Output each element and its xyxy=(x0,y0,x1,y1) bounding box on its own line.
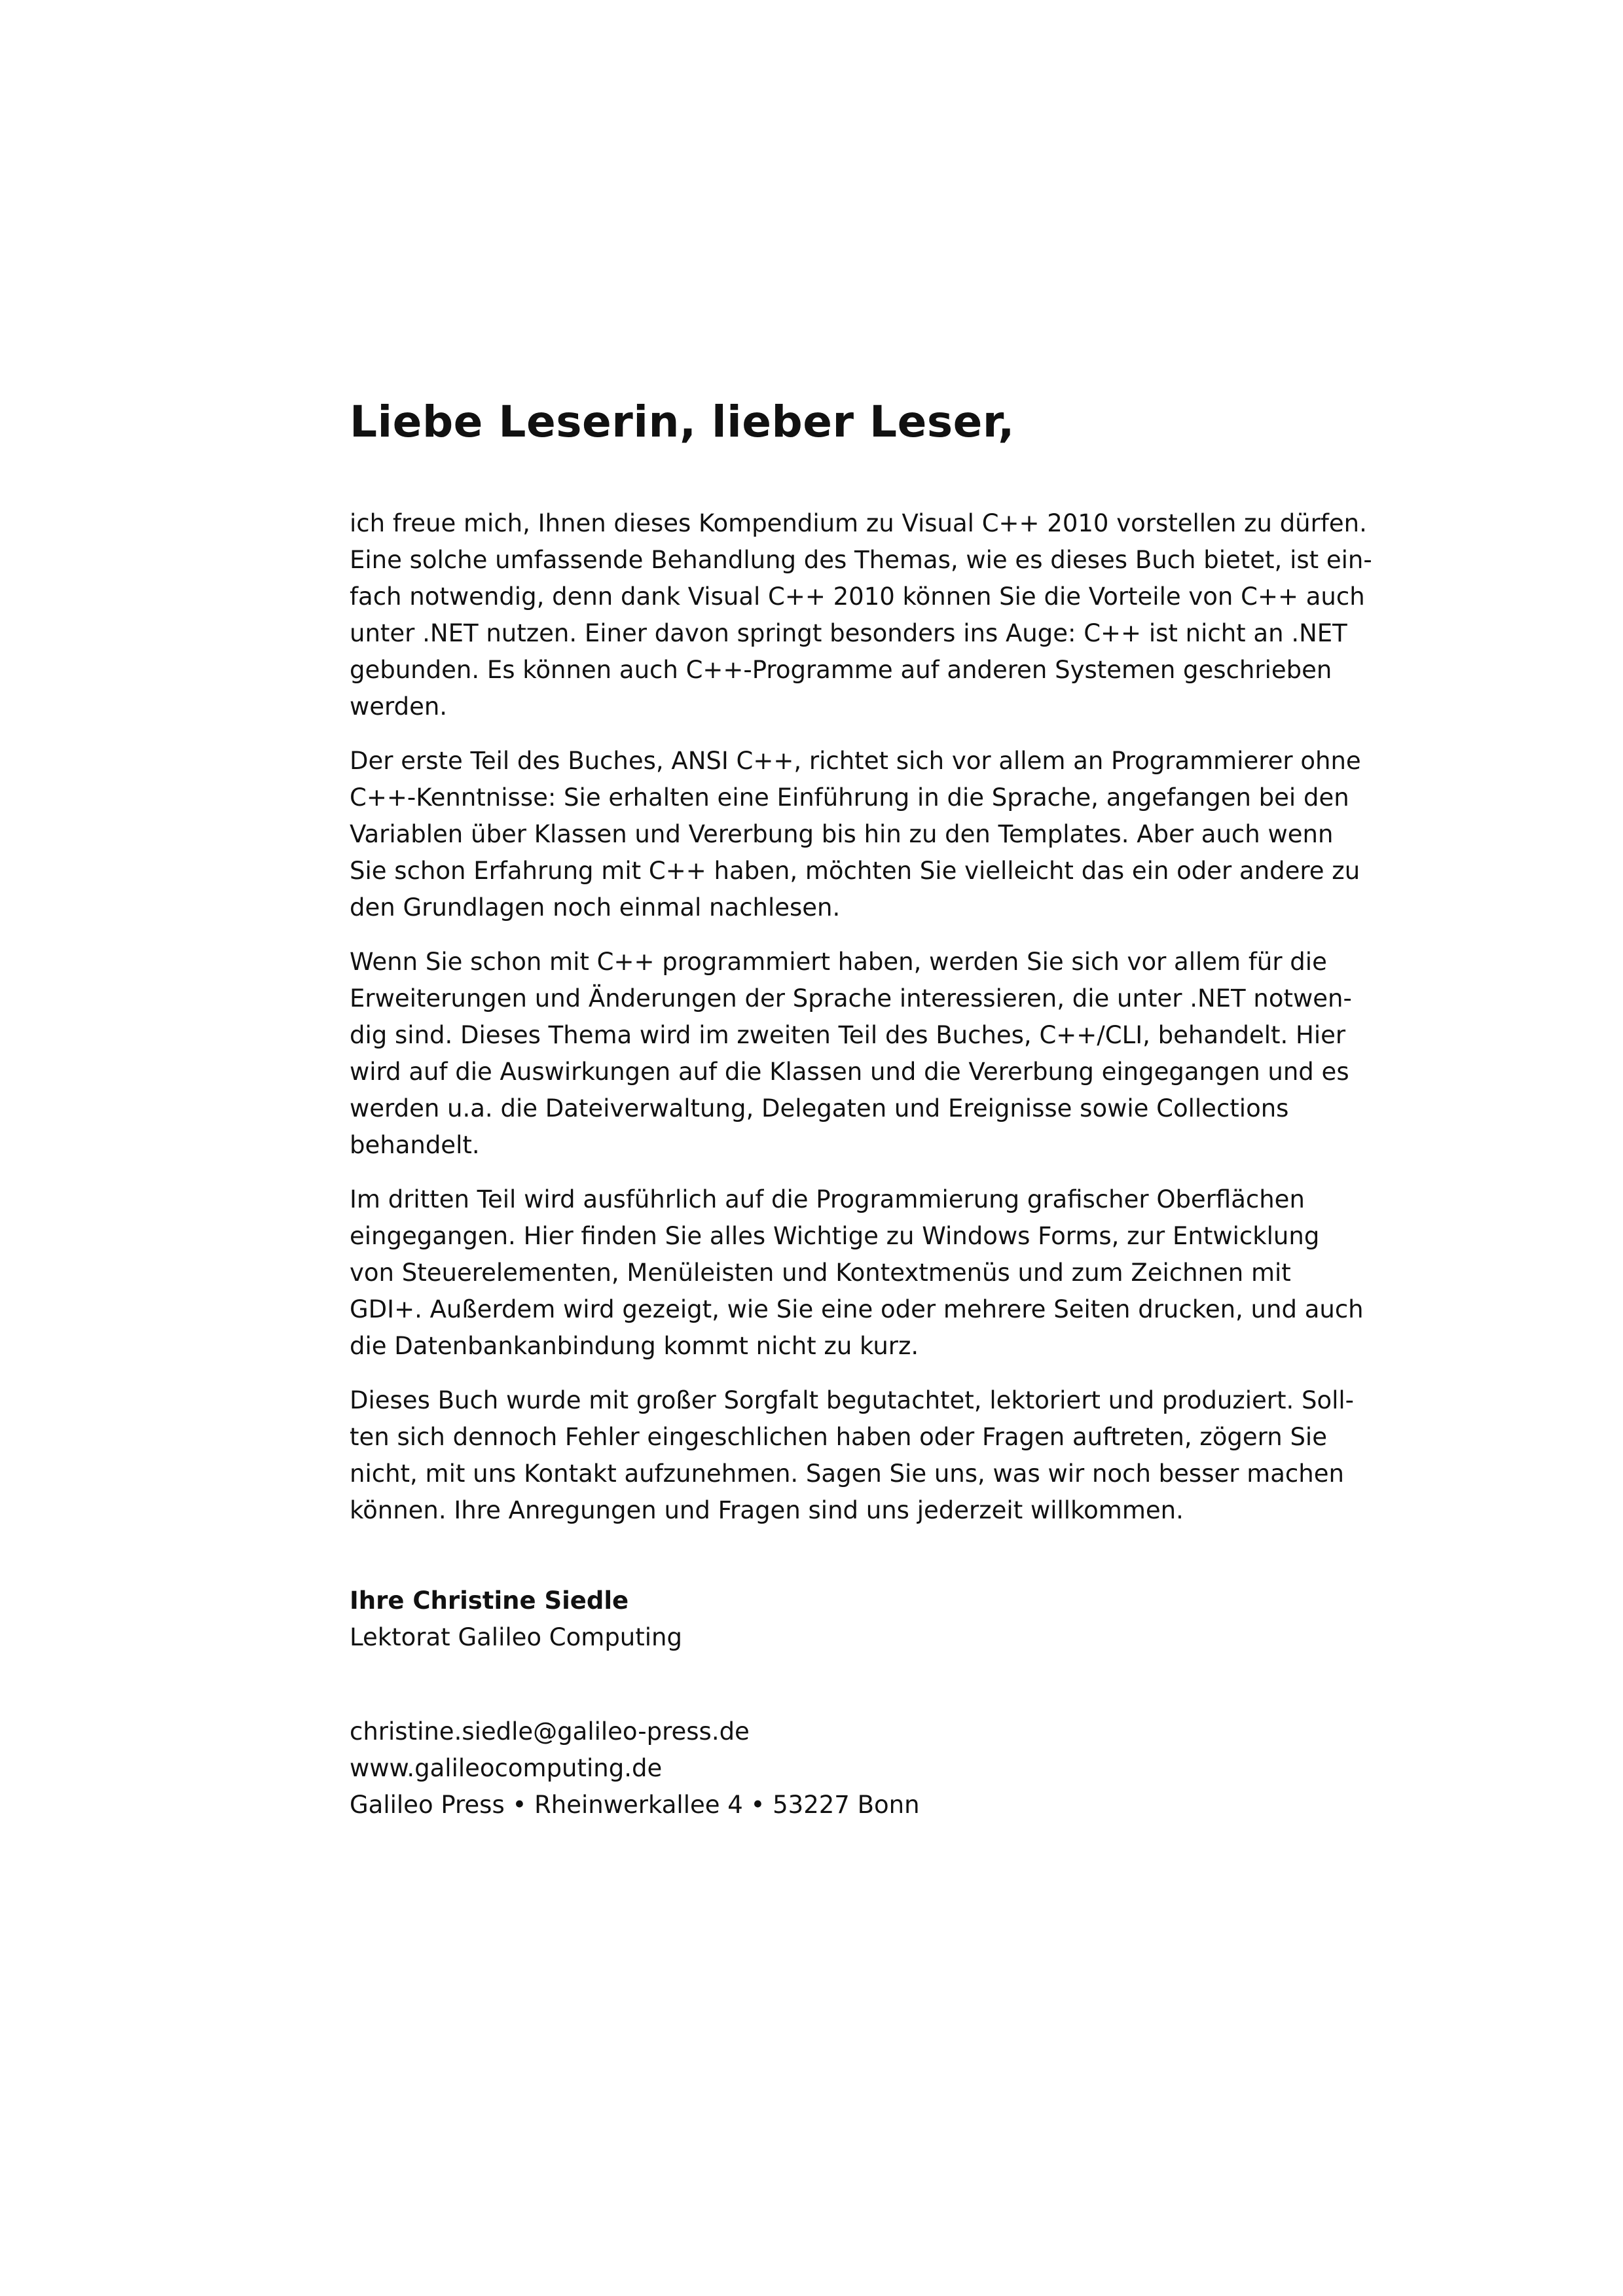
text-line: Eine solche umfassende Behandlung des Themas, wie es dieses Buch bietet, ist ein- xyxy=(350,546,1372,574)
text-line: die Datenbankanbindung kommt nicht zu kurz. xyxy=(350,1332,919,1360)
letter-body xyxy=(350,505,1372,1547)
text-line: können. Ihre Anregungen und Fragen sind uns jederzeit willkommen. xyxy=(350,1496,1184,1524)
signature-name: Ihre Christine Siedle xyxy=(350,1587,629,1615)
text-line: Sie schon Erfahrung mit C++ haben, möchten Sie vielleicht das ein oder andere zu xyxy=(350,857,1360,885)
text-line: den Grundlagen noch einmal nachlesen. xyxy=(350,893,841,922)
letter-heading: Liebe Leserin, lieber Leser, xyxy=(350,397,1015,447)
text-line: ich freue mich, Ihnen dieses Kompendium zu Visual C++ 2010 vorstellen zu dürfen. xyxy=(350,509,1367,537)
letter-page xyxy=(350,0,1372,2296)
paragraph-closing xyxy=(350,1382,1355,1529)
text-line: werden u.a. die Dateiverwaltung, Delegaten und Ereignisse sowie Collections xyxy=(350,1094,1289,1122)
text-line: gebunden. Es können auch C++-Programme auf anderen Systemen geschrieben xyxy=(350,656,1332,684)
text-line: eingegangen. Hier finden Sie alles Wichtige zu Windows Forms, zur Entwicklung xyxy=(350,1222,1320,1250)
text-line: Dieses Buch wurde mit großer Sorgfalt begutachtet, lektoriert und produziert. Soll- xyxy=(350,1386,1355,1414)
paragraph-part-three xyxy=(350,1181,1364,1365)
signature-department: Lektorat Galileo Computing xyxy=(350,1623,682,1651)
paragraph-part-two xyxy=(350,944,1352,1164)
text-line: Im dritten Teil wird ausführlich auf die Programmierung grafischer Oberflächen xyxy=(350,1185,1305,1213)
text-line: wird auf die Auswirkungen auf die Klassen und die Vererbung eingegangen und es xyxy=(350,1058,1349,1086)
text-line: nicht, mit uns Kontakt aufzunehmen. Sagen Sie uns, was wir noch besser machen xyxy=(350,1460,1344,1488)
paragraph-intro xyxy=(350,505,1372,725)
text-line: von Steuerelementen, Menüleisten und Kontextmenüs und zum Zeichnen mit xyxy=(350,1259,1291,1287)
text-line: unter .NET nutzen. Einer davon springt besonders ins Auge: C++ ist nicht an .NET xyxy=(350,619,1347,647)
contact-address: Galileo Press • Rheinwerkallee 4 • 53227 Bonn xyxy=(350,1791,920,1819)
text-line: ten sich dennoch Fehler eingeschlichen haben oder Fragen auftreten, zögern Sie xyxy=(350,1423,1327,1451)
signature-block xyxy=(350,1583,682,1656)
text-line: werden. xyxy=(350,692,448,721)
text-line: behandelt. xyxy=(350,1131,480,1159)
text-line: C++-Kenntnisse: Sie erhalten eine Einführung in die Sprache, angefangen bei den xyxy=(350,783,1349,812)
text-line: dig sind. Dieses Thema wird im zweiten Teil des Buches, C++/CLI, behandelt. Hier xyxy=(350,1021,1346,1049)
contact-website: www.galileocomputing.de xyxy=(350,1754,663,1782)
contact-email: christine.siedle@galileo-press.de xyxy=(350,1717,750,1746)
text-line: Variablen über Klassen und Vererbung bis hin zu den Templates. Aber auch wenn xyxy=(350,820,1334,848)
paragraph-part-one xyxy=(350,743,1361,926)
contact-block xyxy=(350,1713,920,1823)
text-line: fach notwendig, denn dank Visual C++ 2010 können Sie die Vorteile von C++ auch xyxy=(350,583,1365,611)
text-line: Der erste Teil des Buches, ANSI C++, richtet sich vor allem an Programmierer ohne xyxy=(350,747,1361,775)
text-line: GDI+. Außerdem wird gezeigt, wie Sie eine oder mehrere Seiten drucken, und auch xyxy=(350,1295,1364,1323)
text-line: Erweiterungen und Änderungen der Sprache interessieren, die unter .NET notwen- xyxy=(350,984,1352,1013)
text-line: Wenn Sie schon mit C++ programmiert haben, werden Sie sich vor allem für die xyxy=(350,948,1327,976)
